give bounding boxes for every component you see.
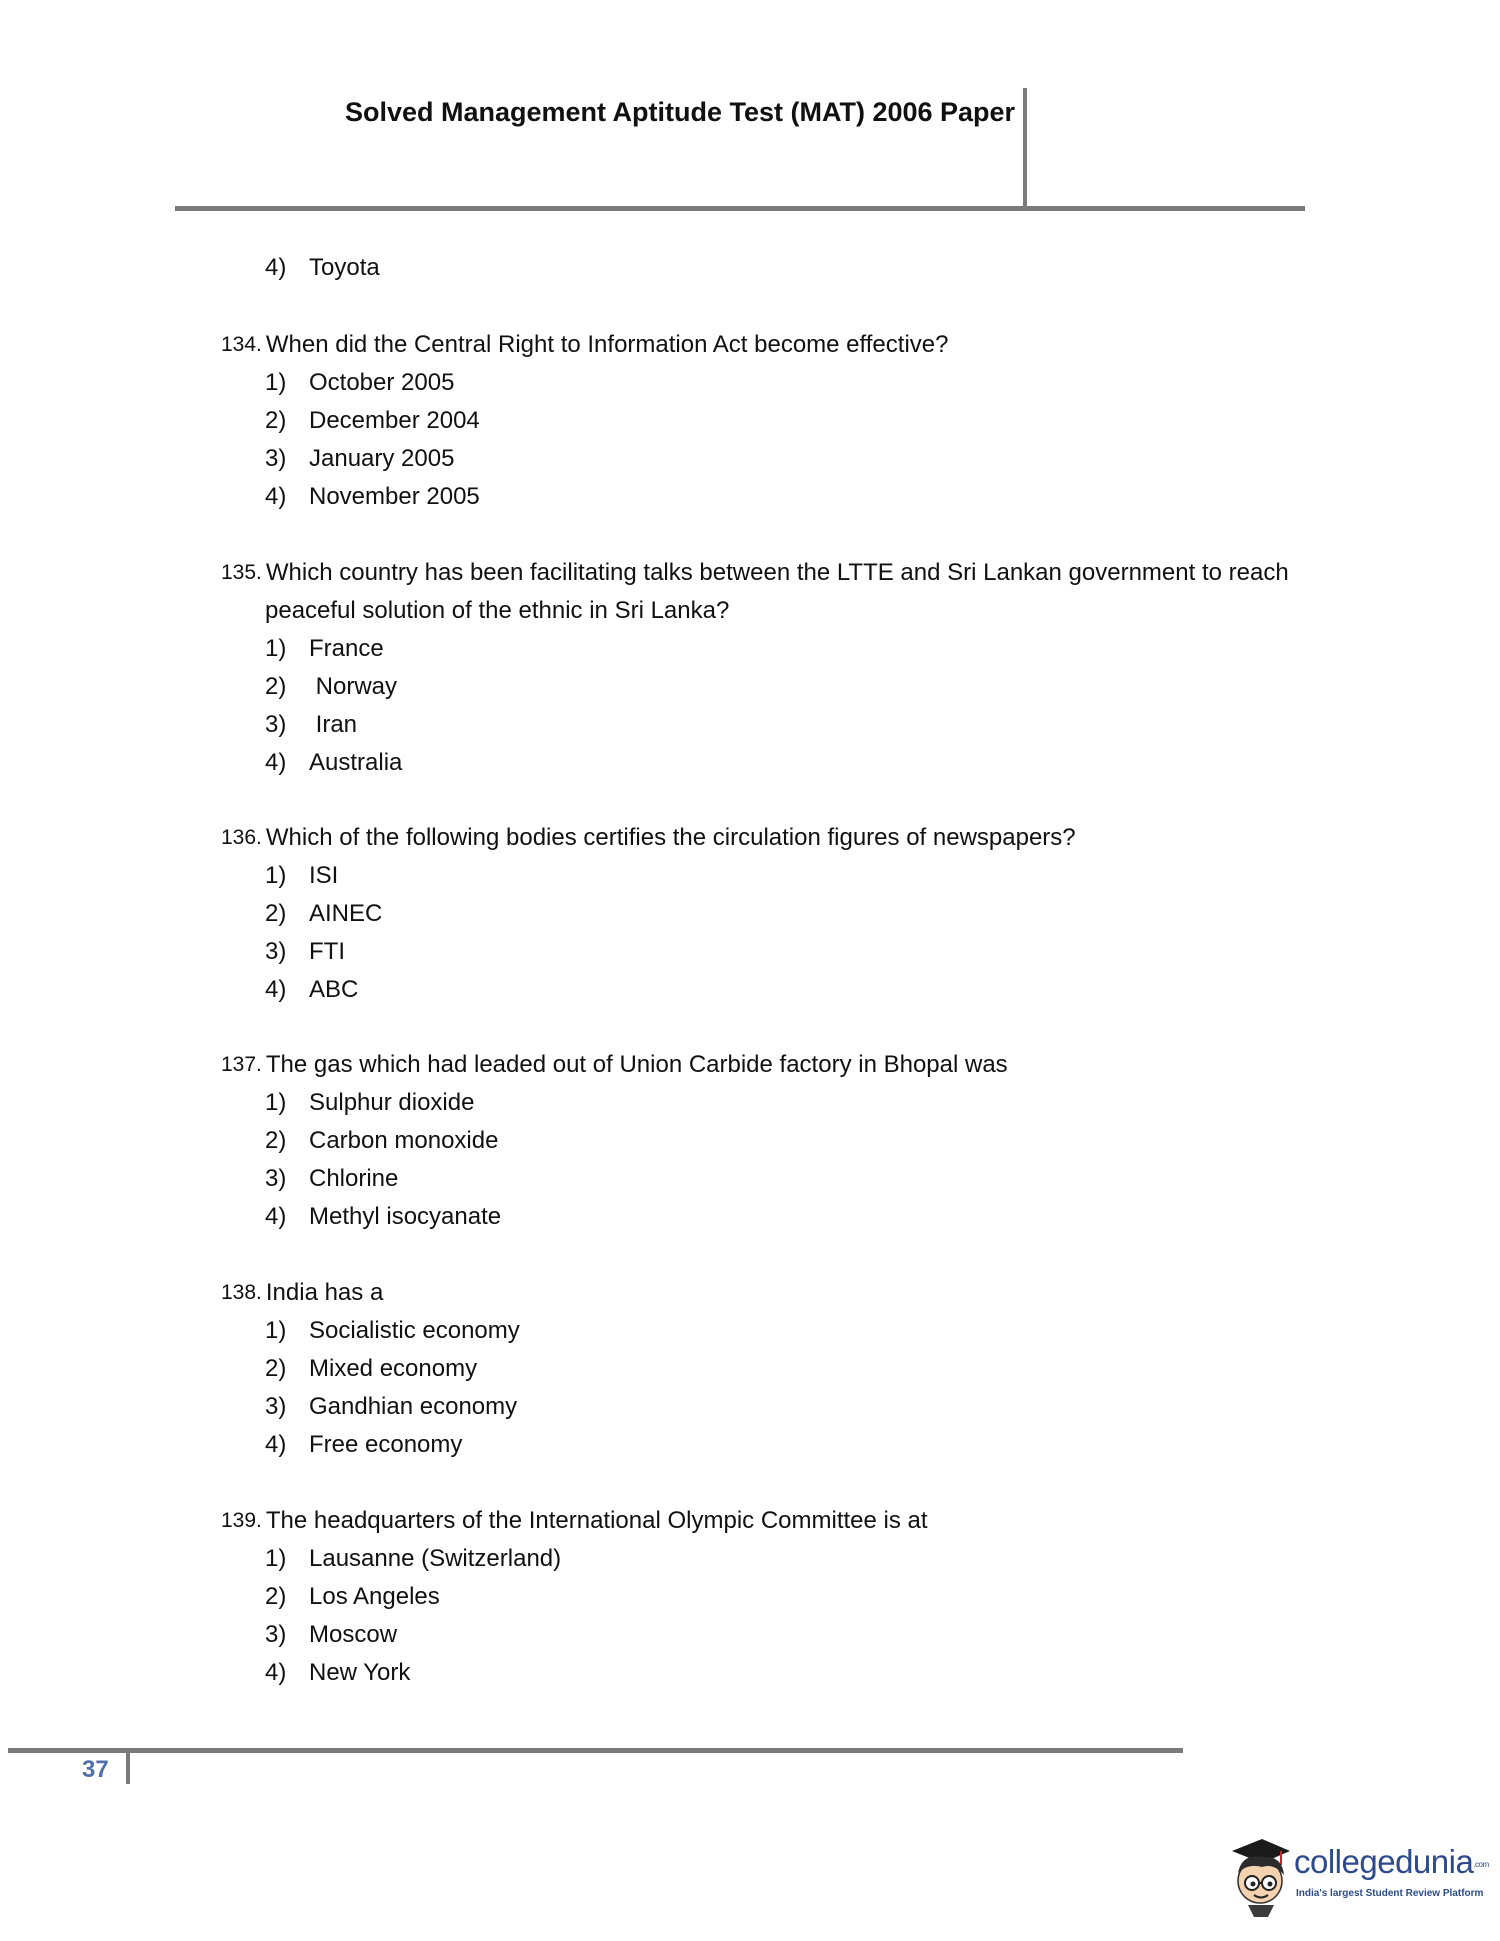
logo-wordmark — [1294, 1843, 1489, 1881]
option — [221, 895, 1321, 933]
option — [221, 668, 1321, 706]
option-number: 4) — [265, 254, 287, 281]
question-text-continuation: peaceful solution of the ethnic in Sri Lanka? — [265, 597, 730, 624]
option-number: 3) — [265, 711, 287, 738]
option — [221, 706, 1321, 744]
option — [221, 249, 1321, 287]
option-number: 1) — [265, 1317, 287, 1344]
carryover-option — [221, 249, 1321, 287]
question-134 — [221, 326, 1321, 516]
logo-tagline: India's largest Student Review Platform — [1296, 1888, 1484, 1899]
option-number: 4) — [265, 976, 287, 1003]
option-number: 3) — [265, 1165, 287, 1192]
footer-horizontal-rule — [8, 1748, 1183, 1753]
option-text: Mixed economy — [309, 1355, 478, 1382]
header-horizontal-rule — [175, 206, 1305, 211]
option — [221, 1388, 1321, 1426]
option — [221, 1350, 1321, 1388]
option-number: 2) — [265, 673, 287, 700]
option-text: France — [309, 635, 384, 662]
option — [221, 402, 1321, 440]
option-text: ABC — [309, 976, 359, 1003]
option-text: Los Angeles — [309, 1583, 440, 1610]
question-number: 139. — [221, 1509, 262, 1532]
option — [221, 440, 1321, 478]
option-number: 1) — [265, 1545, 287, 1572]
option-number: 1) — [265, 369, 287, 396]
option-text: New York — [309, 1659, 411, 1686]
option-number: 3) — [265, 445, 287, 472]
option-text: Moscow — [309, 1621, 398, 1648]
option-number: 1) — [265, 862, 287, 889]
option-number: 2) — [265, 1127, 287, 1154]
question-number: 135. — [221, 561, 262, 584]
option-text: December 2004 — [309, 407, 480, 434]
option-number: 2) — [265, 1355, 287, 1382]
option — [221, 630, 1321, 668]
option-text: Gandhian economy — [309, 1393, 518, 1420]
question-number: 136. — [221, 826, 262, 849]
question-number: 134. — [221, 333, 262, 356]
question-138 — [221, 1274, 1321, 1464]
option-number: 4) — [265, 1659, 287, 1686]
logo-name: collegedunia — [1294, 1843, 1474, 1880]
option-number: 3) — [265, 1393, 287, 1420]
option — [221, 1084, 1321, 1122]
option — [221, 1312, 1321, 1350]
page-number: 37 — [82, 1756, 109, 1783]
option-text: October 2005 — [309, 369, 455, 396]
option-text: Socialistic economy — [309, 1317, 520, 1344]
option — [221, 1426, 1321, 1464]
option-text: Sulphur dioxide — [309, 1089, 475, 1116]
header-vertical-rule — [1023, 88, 1027, 210]
option — [221, 1578, 1321, 1616]
option-text: Methyl isocyanate — [309, 1203, 502, 1230]
option-number: 4) — [265, 483, 287, 510]
option-text: November 2005 — [309, 483, 480, 510]
option-text: January 2005 — [309, 445, 455, 472]
option-number: 3) — [265, 938, 287, 965]
option-number: 4) — [265, 1431, 287, 1458]
question-136 — [221, 819, 1321, 1009]
question-text: The headquarters of the International Olympic Committee is at — [265, 1507, 928, 1534]
question-137 — [221, 1046, 1321, 1236]
option-number: 2) — [265, 1583, 287, 1610]
option-number: 2) — [265, 407, 287, 434]
option — [221, 1122, 1321, 1160]
question-text: When did the Central Right to Information Act become effective? — [265, 331, 949, 358]
option-text: Free economy — [309, 1431, 463, 1458]
option-text: AINEC — [309, 900, 383, 927]
option-text: Australia — [309, 749, 403, 776]
option-text: Norway — [309, 673, 398, 700]
option-text: FTI — [309, 938, 345, 965]
option — [221, 1540, 1321, 1578]
option-number: 1) — [265, 1089, 287, 1116]
option-text: Lausanne (Switzerland) — [309, 1545, 562, 1572]
question-text: The gas which had leaded out of Union Carbide factory in Bhopal was — [265, 1051, 1008, 1078]
question-number: 137. — [221, 1053, 262, 1076]
question-text: Which of the following bodies certifies the circulation figures of newspapers? — [265, 824, 1076, 851]
logo-domain: .com — [1473, 1859, 1489, 1869]
option-number: 3) — [265, 1621, 287, 1648]
option-number: 1) — [265, 635, 287, 662]
option-text: ISI — [309, 862, 339, 889]
option-text: Toyota — [309, 254, 380, 281]
footer-vertical-rule — [126, 1748, 130, 1784]
question-135 — [221, 554, 1321, 782]
mascot-icon — [1224, 1833, 1294, 1918]
option-text: Iran — [309, 711, 358, 738]
option — [221, 478, 1321, 516]
question-text: India has a — [265, 1279, 384, 1306]
option — [221, 933, 1321, 971]
option — [221, 1654, 1321, 1692]
option — [221, 744, 1321, 782]
option — [221, 1198, 1321, 1236]
option-text: Carbon monoxide — [309, 1127, 499, 1154]
question-text: Which country has been facilitating talks between the LTTE and Sri Lankan government to reach — [265, 559, 1289, 586]
option-number: 4) — [265, 749, 287, 776]
option — [221, 1160, 1321, 1198]
option — [221, 857, 1321, 895]
page-header-title: Solved Management Aptitude Test (MAT) 2006 Paper — [344, 97, 1016, 127]
option-number: 4) — [265, 1203, 287, 1230]
option — [221, 971, 1321, 1009]
collegedunia-logo[interactable] — [1224, 1833, 1489, 1918]
option — [221, 1616, 1321, 1654]
question-139 — [221, 1502, 1321, 1692]
option — [221, 364, 1321, 402]
option-number: 2) — [265, 900, 287, 927]
question-number: 138. — [221, 1281, 262, 1304]
option-text: Chlorine — [309, 1165, 399, 1192]
